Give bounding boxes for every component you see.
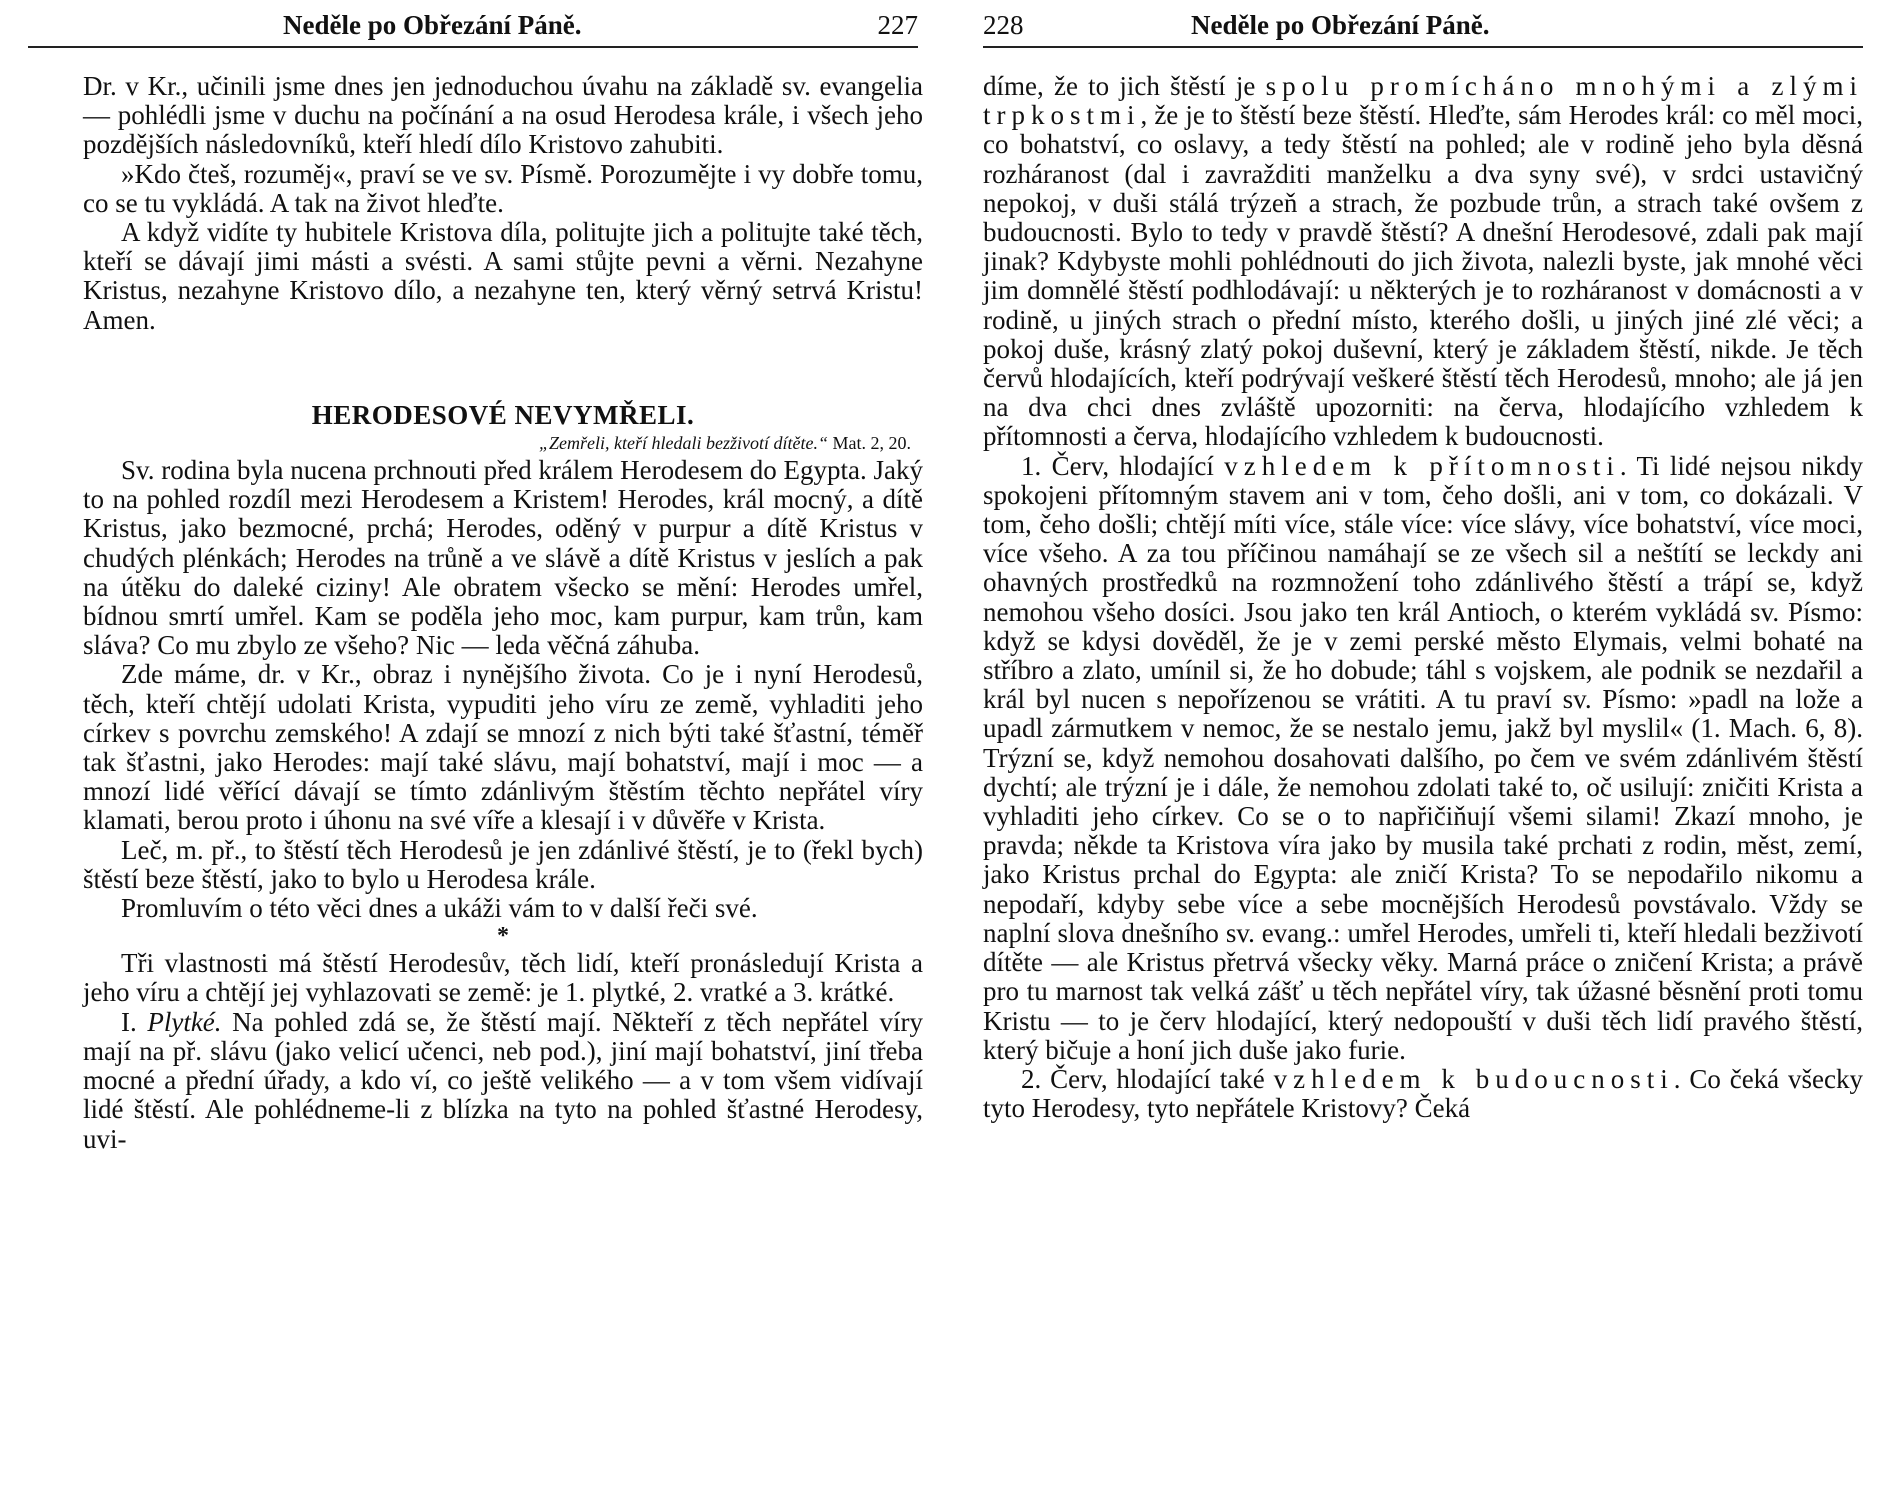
text-run: díme, že to jich štěstí je bbox=[983, 71, 1266, 101]
section-star: * bbox=[497, 923, 509, 950]
spaced-emphasis: vzhledem k přítomnosti bbox=[1224, 450, 1620, 481]
right-body-text bbox=[983, 72, 1863, 1123]
page-number: 228 bbox=[983, 10, 1024, 40]
paragraph: Zde máme, dr. v Kr., obraz i nynějšího života. Co je i nyní Herodesů, těch, kteří chtějí udolati Krista, vypuditi jeho víru ze země, vyhladiti jeho církev s povrchu zemského! A zdají se mnozí z nich býti také šťastní, téměř tak šťastni, jako Herodes: mají také slávu, mají bohatství, mají i moc — a mnozí lidé věřící dávají se tímto zdánlivým štěstím těchto nepřátel víry klamati, berou proto i úhonu na své víře a klesají i v důvěře v Krista. bbox=[83, 659, 923, 836]
paragraph: A když vidíte ty hubitele Kristova díla, politujte jich a politujte také těch, kteří se dávají jimi másti a svésti. A sami stůjte pevni a věrni. Nezahyne Kristus, nezahyne Kristovo dílo, a nezahyne ten, který věrný setrvá Kristu! Amen. bbox=[83, 217, 923, 335]
paragraph: »Kdo čteš, rozuměj«, praví se ve sv. Písmě. Porozumějte i vy dobře tomu, co se tu vykládá. A tak na život hleďte. bbox=[83, 158, 923, 218]
point-title: Plytké. bbox=[147, 1006, 222, 1037]
paragraph: Sv. rodina byla nucena prchnouti před králem Herodesem do Egypta. Jaký to na pohled rozdíl mezi Herodesem a Kristem! Herodes, král mocný, a dítě Kristus, jako bezmocné, prchá; Herodes, oděný v purpur a dítě Kristus v chudých plénkách; Herodes na trůně a ve slávě a dítě Kristus v jeslích a pak na útěku do daleké ciziny! Ale obratem všecko se mění: Herodes umřel, bídnou smrtí umřel. Kam se poděla jeho moc, kam purpur, kam trůn, kam sláva? Co mu zbylo ze všeho? Nic — leda věčná záhuba. bbox=[83, 455, 924, 661]
text-run: , že je to štěstí beze štěstí. Hleďte, sám Herodes král: co měl moci, co bohatství, co oslavy, a tedy štěstí na pohled; ale v rodině jeho byla děsná rozháranost (dal i zavražditi manželku a dva syny své), v srdci ustavičný nepokoj, v duši stálá trýzeň a strach, že pozbude trůn, a strach také ovšem z budoucnosti. Bylo to tedy v pravdě štěstí? A dnešní Herodesové, zdali pak mají jinak? Kdybyste mohli pohlédnouti do jich života, nalezli byste, jak mnohé věci jim domnělé štěstí podhlodávají: u některých je to rozháranost v domácnosti a v rodině, u jiných strach o přední místo, kterého došli, u jiných jiné zlé věci; a pokoj duše, krásný zlatý pokoj duševní, který je základem štěstí, nikde. Je těch červů hlodajících, kteří podrývají veškeré štěstí těch Herodesů, mnoho; ale já jen na dva chci dnes zvláště upozorniti: na červa, hlodajícího vzhledem k přítomnosti a červa, hlodajícího vzhledem k budoucnosti. bbox=[983, 100, 1863, 452]
paragraph: Dr. v Kr., učinili jsme dnes jen jednoduchou úvahu na základě sv. evangelia — pohlédli jsme v duchu na počínání a na osud Herodesa krále, i všech jeho pozdějších následovníků, kteří hledí dílo Kristovo zahubiti. bbox=[83, 71, 923, 160]
page-number: 227 bbox=[877, 10, 918, 40]
paragraph bbox=[983, 1065, 1863, 1123]
running-head bbox=[28, 10, 918, 40]
spaced-emphasis: spolu promícháno mnohými a zlými trpkostmi bbox=[983, 71, 1864, 131]
section-gap bbox=[83, 335, 923, 401]
motto-quote: „Zemřeli, kteří hledali bezživotí dítěte.“ bbox=[539, 433, 828, 454]
right-page bbox=[945, 0, 1890, 1500]
paragraph bbox=[83, 1008, 923, 1154]
paragraph: Tři vlastnosti má štěstí Herodesův, těch lidí, kteří pronásledují Krista a jeho víru a chtějí jej vyhlazovati se země: je 1. plytké, 2. vratké a 3. krátké. bbox=[83, 948, 923, 1008]
paragraph bbox=[983, 452, 1863, 1065]
running-title: Neděle po Obřezání Páně. bbox=[283, 10, 582, 40]
text-run: 2. Červ, hlodající také bbox=[1021, 1063, 1274, 1094]
text-run: 1. Červ, hlodající bbox=[1021, 450, 1225, 481]
paragraph: Leč, m. př., to štěstí těch Herodesů je jen zdánlivé štěstí, je to (řekl bych) štěstí beze štěstí, jako to bylo u Herodesa krále. bbox=[83, 834, 923, 894]
header-rule bbox=[28, 46, 918, 48]
paragraph: Promluvím o této věci dnes a ukáži vám to v další řeči své. bbox=[121, 893, 758, 924]
spaced-emphasis: vzhledem k budoucnosti bbox=[1273, 1063, 1674, 1094]
text-run: . Ti lidé nejsou nikdy spokojeni přítomným stavem ani v tom, čeho došli, ani v tom, co dokázali. V tom, čeho došli; chtějí míti více, stále více: více slávy, více bohatství, více moci, více všeho. A za tou příčinou namáhají se ze všech sil a neštítí se leckdy ani ohavných prostředků na rozmnožení toho zdánlivého štěstí a trápí se, když nemohou všeho dosíci. Jsou jako ten král Antioch, o kterém vykládá sv. Písmo: když se kdysi dověděl, že je v zemi perské město Elymais, velmi bohaté na stříbro a zlato, umínil si, že ho dobude; táhl s vojskem, ale podnik se nezdařil a král byl nucen s nepořízenou se vrátiti. A tu praví sv. Písmo: »padl na lože a upadl zármutkem v nemoc, že se nestalo jemu, jakž byl myslil« (1. Mach. 6, 8). Trýzní se, když nemohou dosahovati dalšího, po čem ve svém zdánlivém štěstí dychtí; ale trýzní je i dále, že nemohou zdolati také to, oč usilují: zničiti Krista a vyhladiti jeho církev. Co se o to napřičiňují všemi silami! Zkazí mnoho, je pravda; někde ta Kristova víra jako by musila také prchati z rodin, měst, zemí, jako Kristus prchal do Egypta: ale zničí Krista? To se nepodařilo nikomu a nepodaří, kdyby sebe více a sebe mocnějších Herodesů povstávalo. Vždy se naplní slova dnešního sv. evang.: umřel Herodes, umřeli ti, kteří hledali bezživotí dítěte — ale Kristus přetrvá všecky věky. Marná práce o zničení Krista; a právě pro tu marnost tak velká zášť u těch nepřátel víry, tak úžasné běsnění proti tomu Kristu — to je červ hlodající, který nedopouští v duši těch lidí pravého štěstí, který bičuje a honí jich duše jako furie. bbox=[983, 450, 1863, 1065]
running-title: Neděle po Obřezání Páně. bbox=[1191, 10, 1490, 40]
point-text: Na pohled zdá se, že štěstí mají. Někteří z těch nepřátel víry mají na př. slávu (jako velicí učenci, neb pod.), jiní mají bohatství, jiní třeba mocné a přední úřady, a kdo ví, co ještě velikého — a v tom všem vidívají lidé štěstí. Ale pohlédneme-li z blízka na tyto na pohled šťastné Herodesy, uvi- bbox=[83, 1006, 923, 1154]
motto-reference: Mat. 2, 20. bbox=[832, 433, 911, 454]
sermon-heading: HERODESOVÉ NEVYMŘELI. bbox=[311, 399, 695, 430]
sermon-motto bbox=[83, 430, 923, 456]
text-run: . Co čeká všecky tyto Herodesy, tyto nepřátele Kristovy? Čeká bbox=[983, 1063, 1863, 1124]
paragraph bbox=[983, 72, 1863, 452]
header-rule bbox=[983, 46, 1863, 48]
running-head bbox=[983, 10, 1863, 40]
point-number: I. bbox=[121, 1006, 148, 1037]
left-body-text bbox=[83, 72, 923, 1154]
